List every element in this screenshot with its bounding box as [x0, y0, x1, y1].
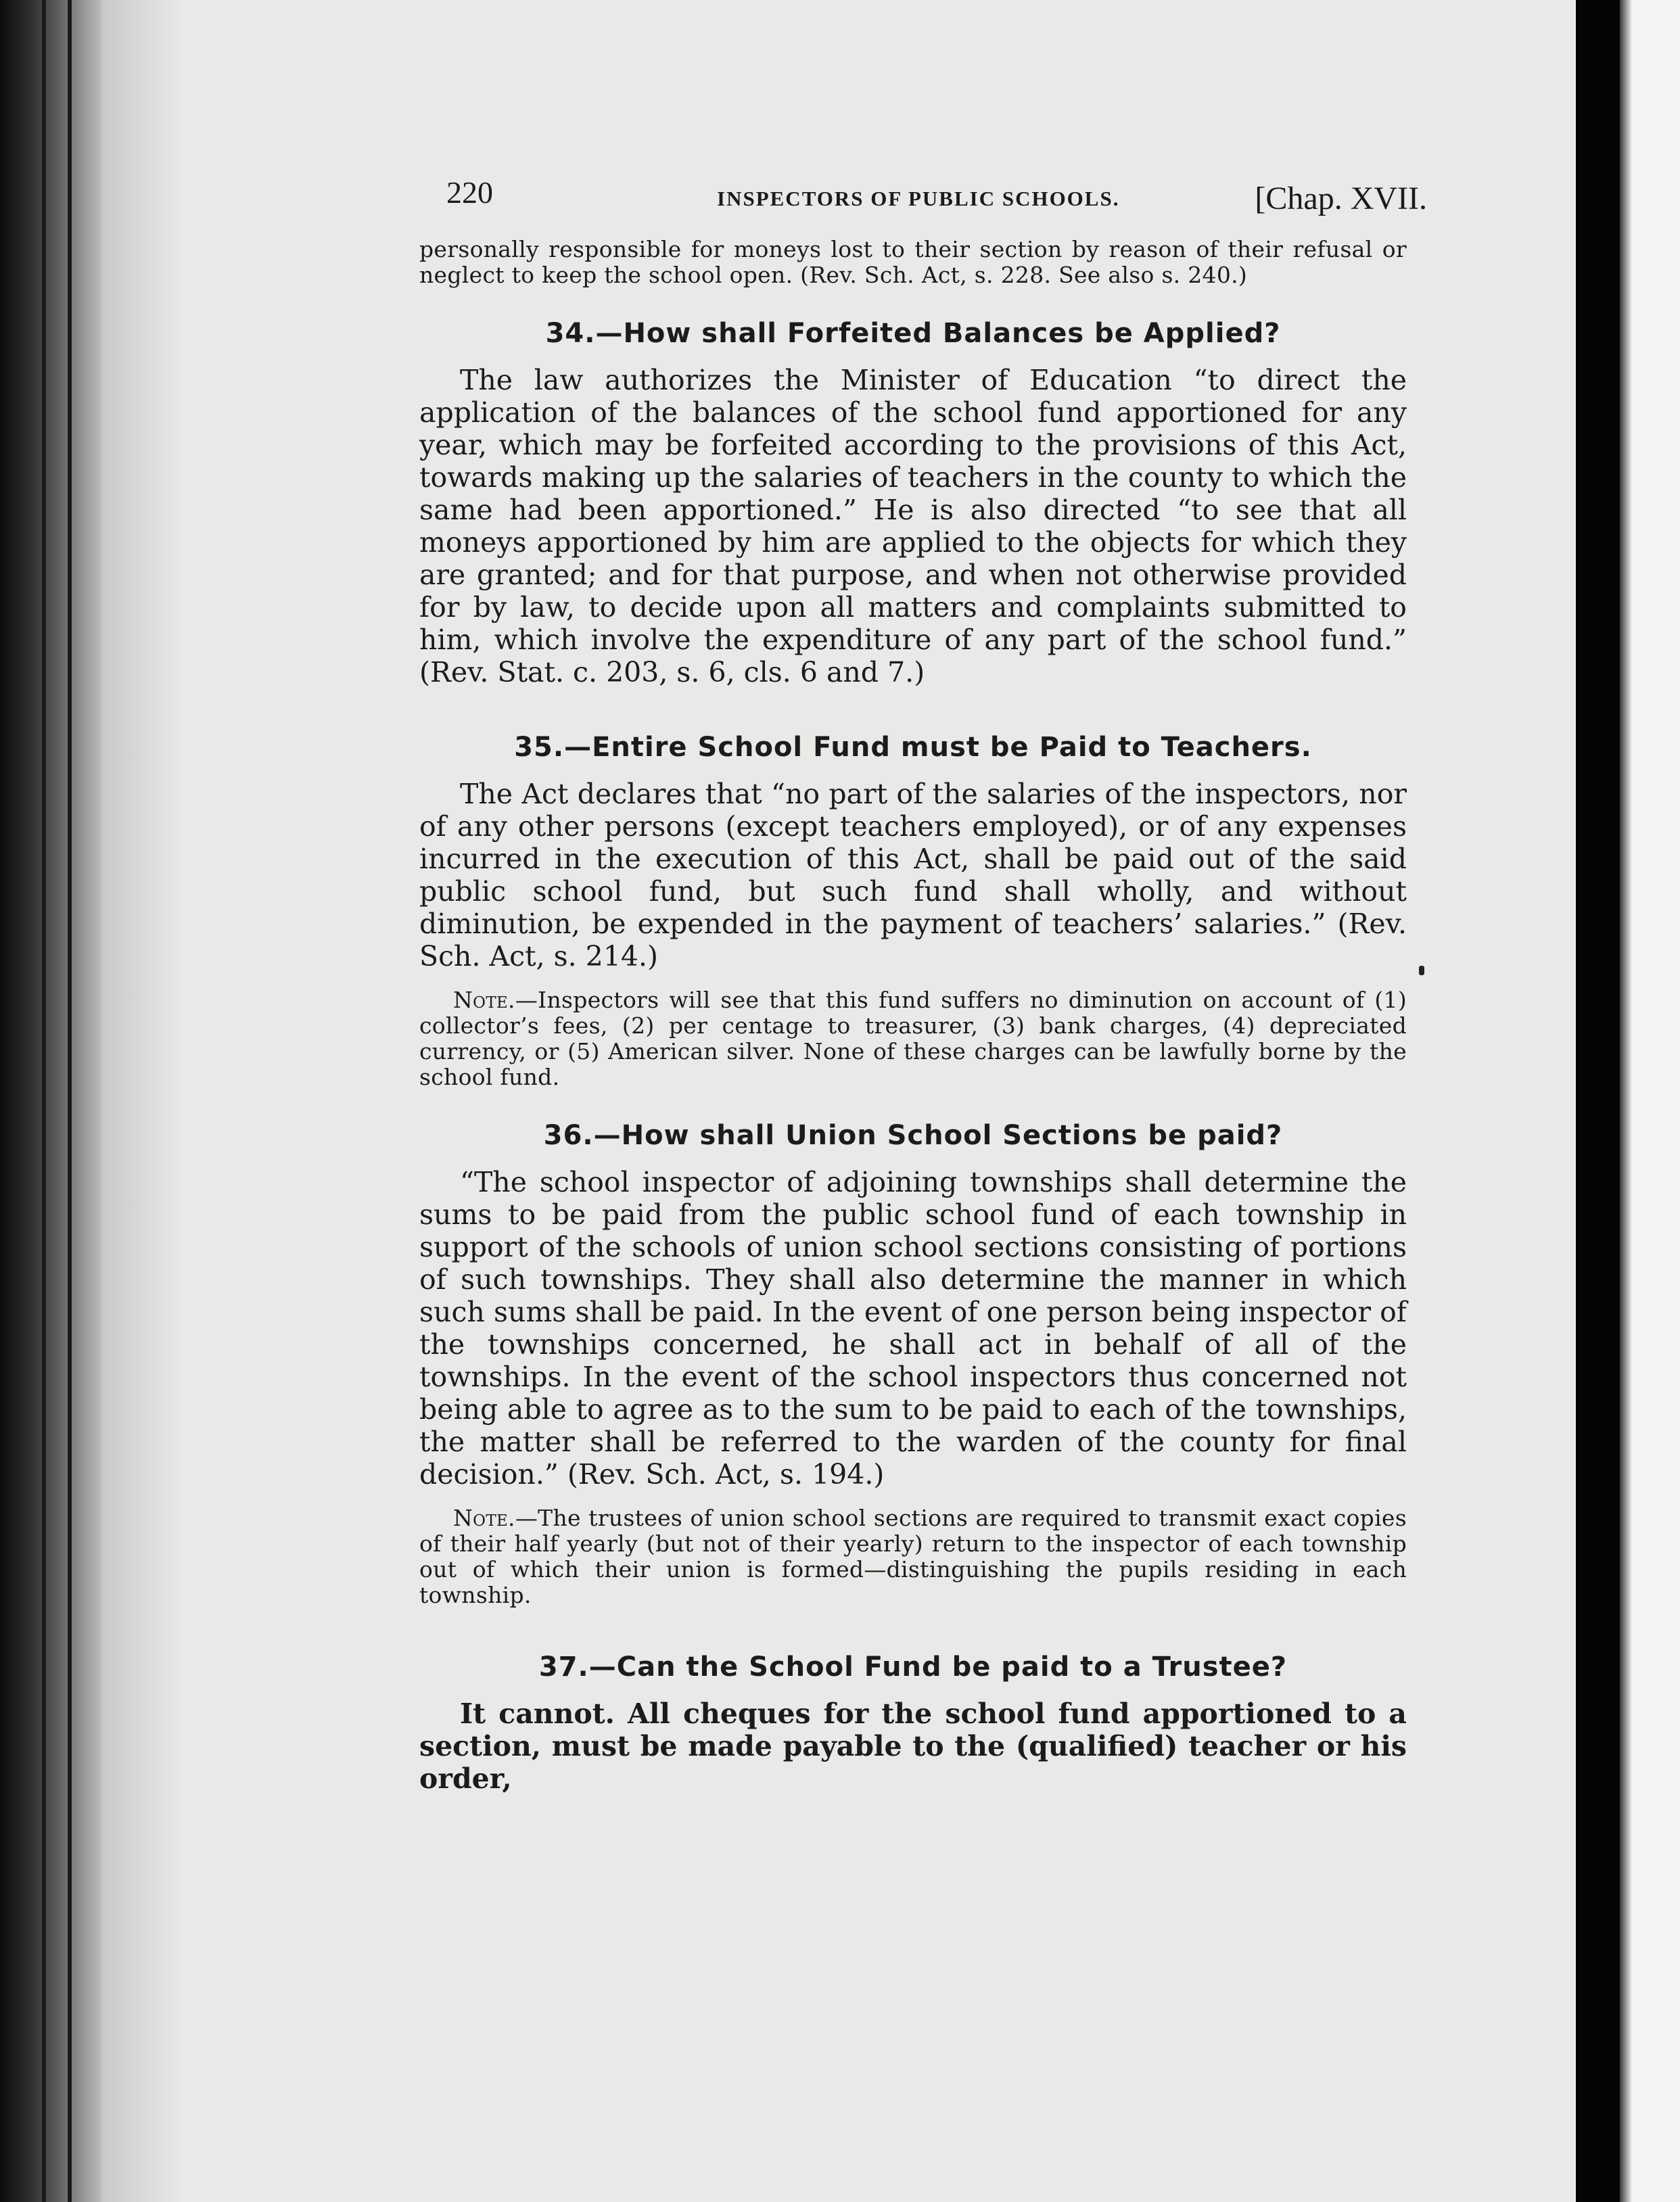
adjacent-page-edge: [1620, 0, 1680, 2202]
scan-speck: [1419, 966, 1424, 975]
section-36-body: “The school inspector of adjoining townships shall determine the sums to be paid from the public school fund of each township in support of the schools of union school sections consisting of portions of such townships. They shall also determine the manner in which such sums shall be paid. In the event of one person being inspector of the townships concerned, he shall act in behalf of all of the townships. In the event of the school inspectors thus concerned not being able to agree as to the sum to be paid to each of the townships, the matter shall be referred to the warden of the county for final decision.” (Rev. Sch. Act, s. 194.): [419, 1166, 1407, 1491]
note-text: —The trustees of union school sections are required to transmit exact copies of their half yearly (but not of their yearly) return to the inspector of each township out of which their union is formed—distinguishing the pupils residing in each township.: [419, 1505, 1407, 1608]
section-37-heading: 37.—Can the School Fund be paid to a Trustee?: [538, 1651, 1288, 1683]
section-35-body: The Act declares that “no part of the salaries of the inspectors, nor of any other persons (except teachers employed), or of any expenses incurred in the execution of this Act, shall be paid out of the said public school fund, but such fund shall wholly, and without diminution, be expended in the payment of teachers’ salaries.” (Rev. Sch. Act, s. 214.): [419, 778, 1407, 973]
chapter-reference: [Chap. XVII.: [1255, 181, 1427, 216]
note-text: —Inspectors will see that this fund suffers no diminution on account of (1) collector’s fees, (2) per centage to treasurer, (3) bank charges, (4) depreciated currency, or (5) American silver. None of these charges can be lawfully borne by the school fund.: [419, 987, 1407, 1090]
section-36-heading: 36.—How shall Union School Sections be paid?: [543, 1120, 1283, 1151]
page-text-block: [419, 162, 1427, 1795]
book-binding-edge: [0, 0, 101, 2202]
note-label: Note.: [453, 1505, 515, 1531]
binding-line: [68, 0, 72, 2202]
section-37-body: It cannot. All cheques for the school fund apportioned to a section, must be made payable to the (qualified) teacher or his order,: [419, 1697, 1407, 1795]
section-36-note: [419, 1505, 1407, 1608]
running-title: INSPECTORS OF PUBLIC SCHOOLS.: [717, 187, 1120, 210]
section-35-note: [419, 987, 1407, 1090]
page-number: 220: [446, 175, 493, 210]
section-35-heading: 35.—Entire School Fund must be Paid to Teachers.: [514, 732, 1312, 763]
section-34-heading: 34.—How shall Forfeited Balances be Applied?: [545, 318, 1281, 349]
intro-paragraph: personally responsible for moneys lost to their section by reason of their refusal or neglect to keep the school open. (Rev. Sch. Act, s. 228. See also s. 240.): [419, 236, 1407, 288]
note-label: Note.: [453, 987, 515, 1013]
binding-line: [42, 0, 46, 2202]
page-gutter-shadow: [101, 0, 183, 2202]
section-34-body: The law authorizes the Minister of Education “to direct the application of the balances of the school fund apportioned for any year, which may be forfeited according to the provisions of this Act, towards making up the salaries of teachers in the county to which the same had been apportioned.” He is also directed “to see that all moneys apportioned by him are applied to the objects for which they are granted; and for that purpose, and when not otherwise provided for by law, to decide upon all matters and complaints submitted to him, which involve the expenditure of any part of the school fund.” (Rev. Stat. c. 203, s. 6, cls. 6 and 7.): [419, 364, 1407, 688]
running-head: [419, 162, 1427, 237]
